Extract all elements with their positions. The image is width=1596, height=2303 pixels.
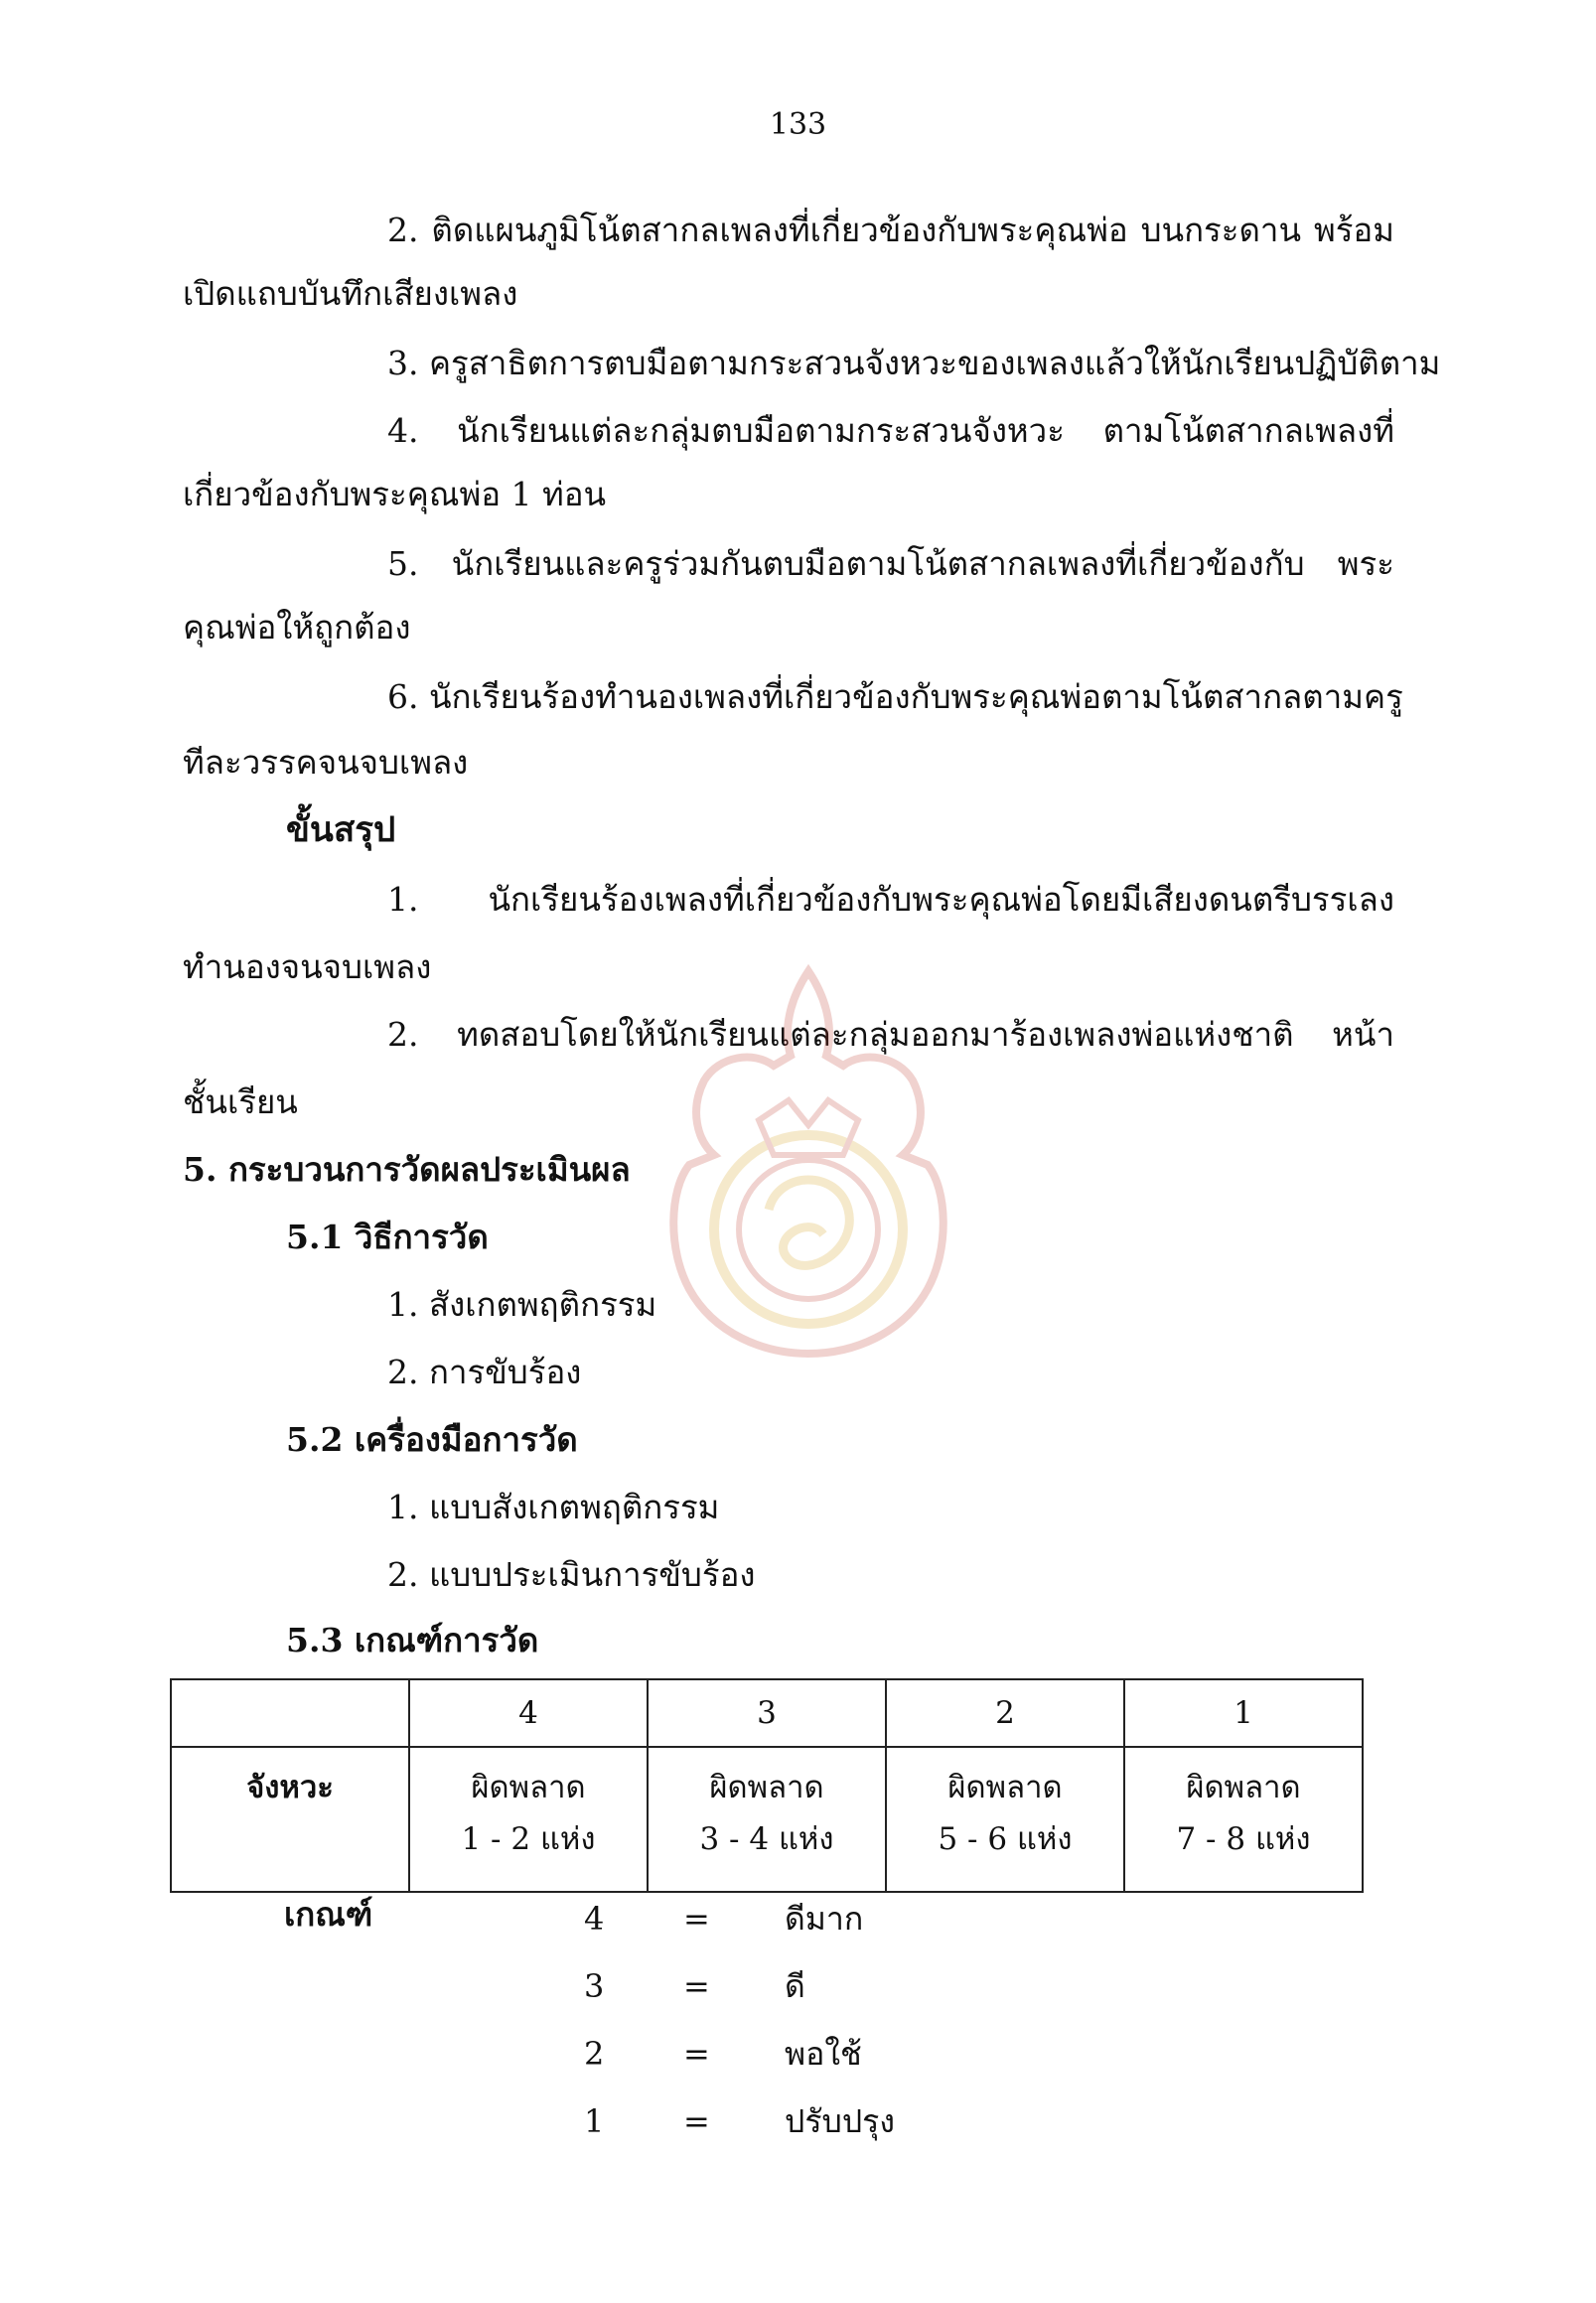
table-header-cell: 3 [648, 1679, 886, 1747]
heading-measurement-method: 5.1 วิธีการวัด [286, 1218, 489, 1256]
summary-step-1-line-1: 1. นักเรียนร้องเพลงที่เกี่ยวข้องกับพระคุณพ่อโดยมีเสียงดนตรีบรรเลง [387, 880, 1394, 919]
scale-score: 4 [584, 1900, 605, 1938]
table-cell [1124, 1747, 1363, 1892]
table-cell [886, 1747, 1124, 1892]
table-row-label: จังหวะ [171, 1747, 409, 1892]
scale-equals: = [683, 2102, 710, 2140]
scale-text: พอใช้ [785, 2035, 862, 2073]
page-number: 133 [769, 107, 827, 142]
scale-equals: = [683, 1900, 710, 1938]
summary-step-1-line-2: ทำนองจนจบเพลง [183, 947, 432, 986]
step-6-line-1: 6. นักเรียนร้องทำนองเพลงที่เกี่ยวข้องกับพระคุณพ่อตามโน้ตสากลตามครู [387, 677, 1403, 716]
method-item-1: 1. สังเกตพฤติกรรม [387, 1285, 657, 1324]
tool-item-1: 1. แบบสังเกตพฤติกรรม [387, 1488, 720, 1526]
scale-score: 2 [584, 2035, 605, 2073]
scale-score: 1 [584, 2102, 605, 2140]
office-seal-watermark [659, 961, 957, 1359]
scale-text: ปรับปรุง [785, 2102, 895, 2140]
table-header-cell: 1 [1124, 1679, 1363, 1747]
cell-bottom-text: 5 - 6 แห่ง [938, 1821, 1073, 1857]
cell-top-text: ผิดพลาด [709, 1770, 824, 1805]
table-header-row [171, 1679, 1363, 1747]
table-header-cell: 2 [886, 1679, 1124, 1747]
heading-summary-stage: ขั้นสรุป [286, 809, 396, 850]
cell-top-text: ผิดพลาด [947, 1770, 1063, 1805]
heading-evaluation-process: 5. กระบวนการวัดผลประเมินผล [183, 1150, 631, 1189]
scale-text: ดี [785, 1967, 805, 2005]
scale-score: 3 [584, 1967, 605, 2005]
step-5-line-1: 5. นักเรียนและครูร่วมกันตบมือตามโน้ตสากลเพลงที่เกี่ยวข้องกับ พระ [387, 544, 1394, 583]
step-4-line-1: 4. นักเรียนแต่ละกลุ่มตบมือตามกระสวนจังหวะ ตามโน้ตสากลเพลงที่ [387, 411, 1394, 450]
summary-step-2-line-2: ชั้นเรียน [183, 1082, 298, 1121]
summary-step-2-line-1: 2. ทดสอบโดยให้นักเรียนแต่ละกลุ่มออกมาร้องเพลงพ่อแห่งชาติ หน้า [387, 1015, 1394, 1054]
step-4-line-2: เกี่ยวข้องกับพระคุณพ่อ 1 ท่อน [183, 475, 607, 513]
step-2-line-1: 2. ติดแผนภูมิโน้ตสากลเพลงที่เกี่ยวข้องกับพระคุณพ่อ บนกระดาน พร้อม [387, 211, 1394, 249]
scale-equals: = [683, 2035, 710, 2073]
criteria-table [170, 1678, 1364, 1893]
heading-measurement-tools: 5.2 เครื่องมือการวัด [286, 1420, 578, 1459]
step-3: 3. ครูสาธิตการตบมือตามกระสวนจังหวะของเพลงแล้วให้นักเรียนปฏิบัติตาม [387, 344, 1441, 382]
cell-top-text: ผิดพลาด [471, 1770, 586, 1805]
cell-top-text: ผิดพลาด [1186, 1770, 1301, 1805]
step-6-line-2: ทีละวรรคจนจบเพลง [183, 743, 469, 782]
cell-bottom-text: 1 - 2 แห่ง [461, 1821, 596, 1857]
scale-text: ดีมาก [785, 1900, 864, 1938]
scale-equals: = [683, 1967, 710, 2005]
step-2-line-2: เปิดแถบบันทึกเสียงเพลง [183, 274, 518, 313]
scale-label: เกณฑ์ [284, 1895, 373, 1934]
table-row [171, 1747, 1363, 1892]
method-item-2: 2. การขับร้อง [387, 1353, 582, 1391]
heading-measurement-criteria: 5.3 เกณฑ์การวัด [286, 1621, 539, 1659]
table-cell [648, 1747, 886, 1892]
cell-bottom-text: 7 - 8 แห่ง [1176, 1821, 1311, 1857]
step-5-line-2: คุณพ่อให้ถูกต้อง [183, 608, 411, 647]
cell-bottom-text: 3 - 4 แห่ง [699, 1821, 834, 1857]
table-header-cell: 4 [409, 1679, 648, 1747]
table-cell [409, 1747, 648, 1892]
table-header-cell [171, 1679, 409, 1747]
tool-item-2: 2. แบบประเมินการขับร้อง [387, 1555, 756, 1594]
